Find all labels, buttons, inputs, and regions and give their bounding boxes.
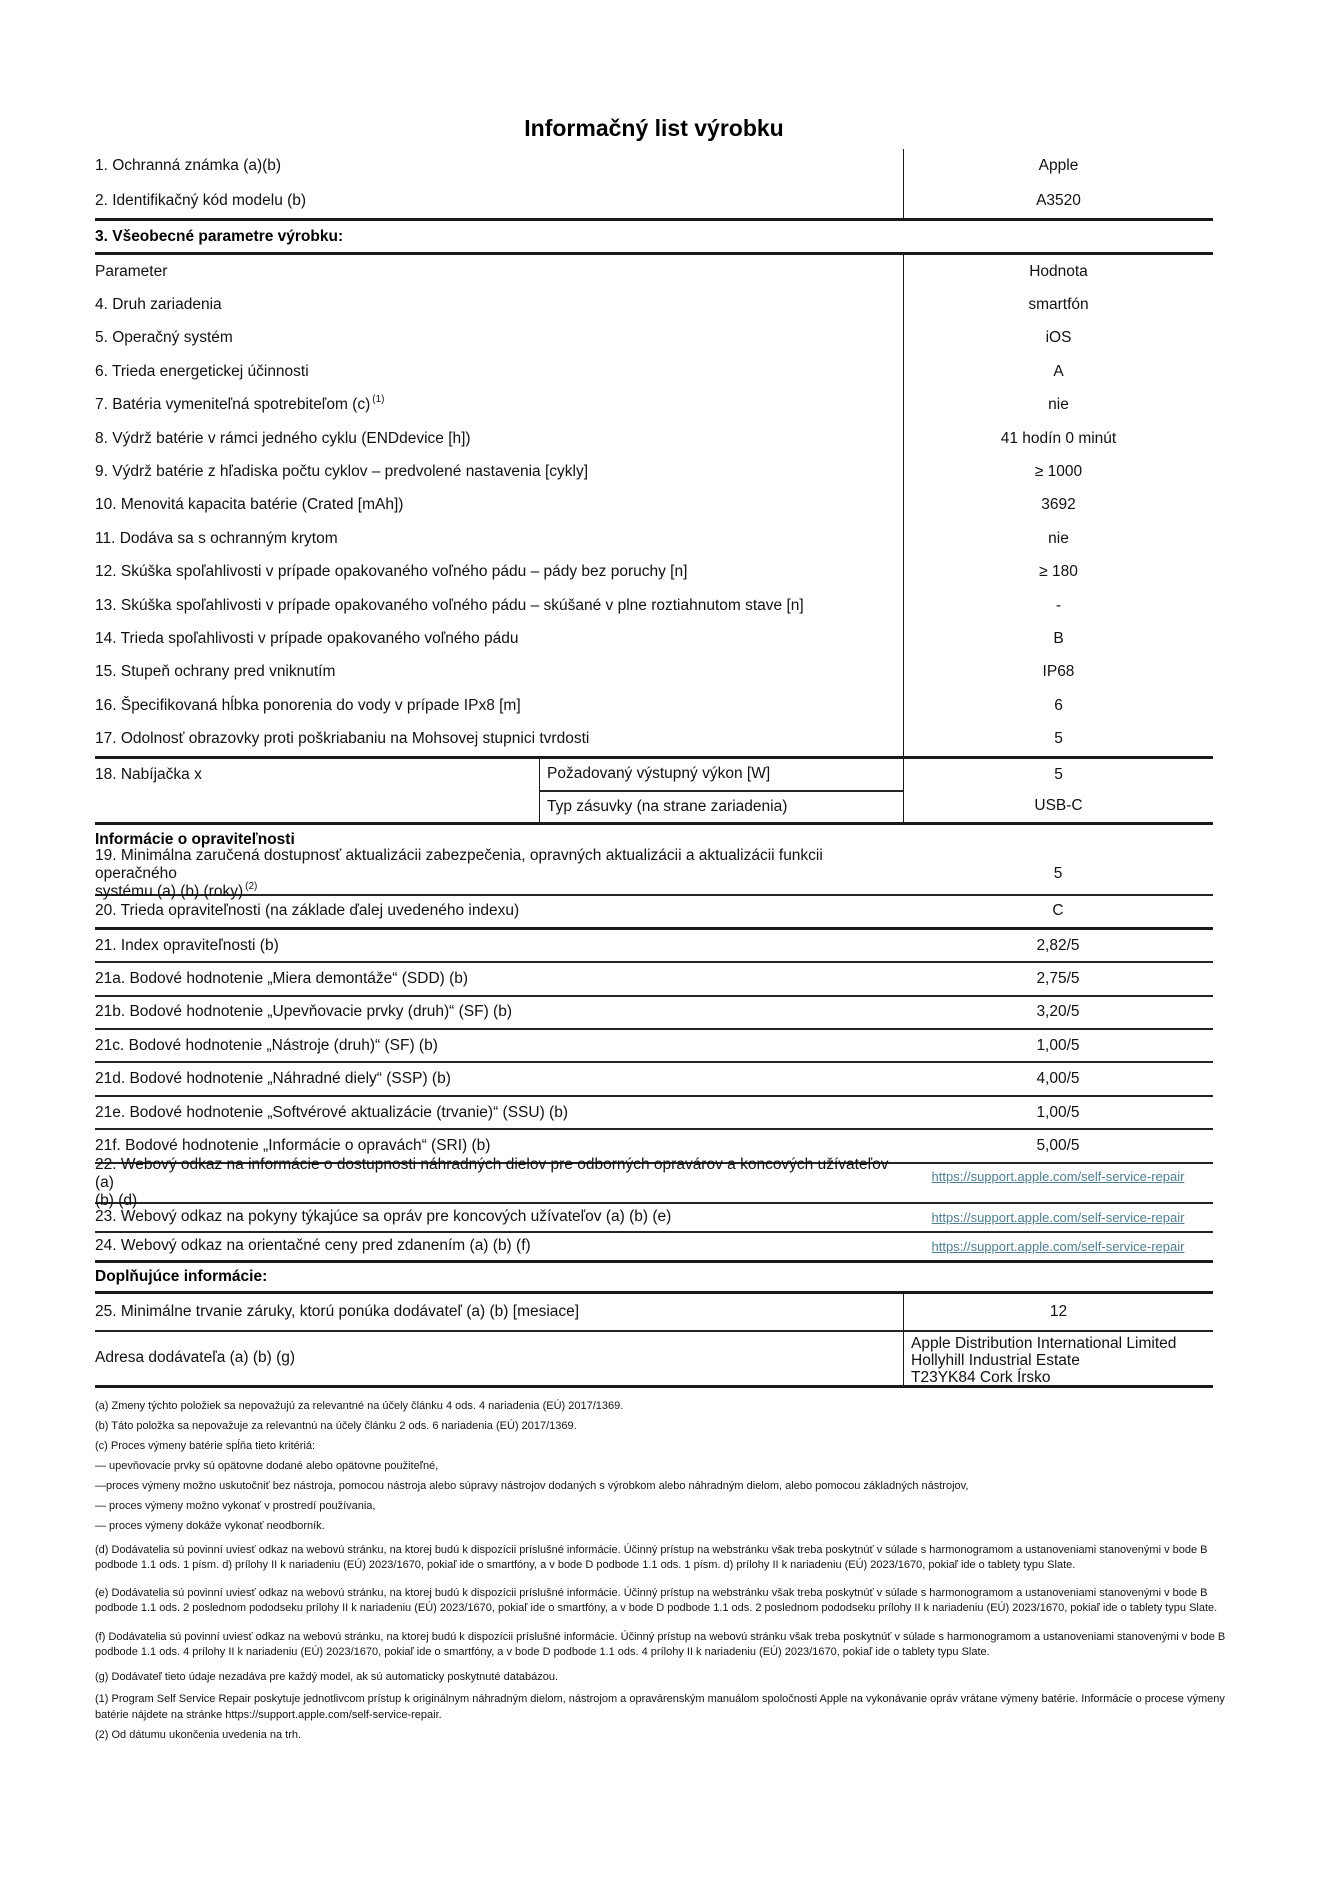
row-label: Požadovaný výstupný výkon [W] (540, 759, 903, 792)
table-row (95, 389, 1213, 422)
footnote-e: (e) Dodávatelia sú povinní uviesť odkaz na webovú stránku, na ktorej budú k dispozícii príslušné informácie. Účinný prístup na webstránku však treba poskytnúť v súlade s harmonogramom a ustanoveniami stanovenými v bode B podbode 1.1 ods. 2 poslednom pododseku prílohy II k nariadeniu (EÚ) 2023/1670, pokiaľ ide o smartfóny, a v bode D podbode 1.1 ods. 2 poslednom pododseku prílohy II k nariadeniu (EÚ) 2023/1670, pokiaľ ide o tablety typu Slate. (95, 1586, 1218, 1615)
table-row (95, 489, 1213, 522)
self-service-repair-link[interactable]: https://support.apple.com/self-service-repair (931, 1209, 1185, 1225)
table-row (95, 1097, 1213, 1130)
footnote-c-item: —proces výmeny možno uskutočniť bez nástroja, pomocou nástroja alebo súpravy nástrojov dodaných s výrobkom alebo náhradným dielom, alebo pomocou základných nástrojov, (95, 1479, 969, 1492)
row-value: 12 (903, 1294, 1213, 1330)
row-label: 16. Špecifikovaná hĺbka ponorenia do vody v prípade IPx8 [m] (95, 696, 521, 714)
row-value: 2,75/5 (1036, 969, 1080, 987)
row-label: 17. Odolnosť obrazovky proti poškriabaniu na Mohsovej stupnici tvrdosti (95, 730, 590, 748)
row-value: IP68 (903, 656, 1213, 689)
footnote-c-item: — proces výmeny možno vykonať v prostredí používania, (95, 1499, 376, 1512)
row-label: 7. Batéria vymeniteľná spotrebiteľom (c) $^{(1)}$ (95, 394, 385, 414)
row-value: nie (903, 389, 1213, 422)
row-label: 21b. Bodové hodnotenie „Upevňovacie prvky (druh)“ (SF) (b) (95, 1003, 512, 1021)
row-value: A (903, 355, 1213, 388)
row-value: 1,00/5 (1036, 1103, 1080, 1121)
row-label: 21d. Bodové hodnotenie „Náhradné diely“ (SSP) (b) (95, 1070, 451, 1088)
table-row (95, 689, 1213, 722)
row-label: 2. Identifikačný kód modelu (b) (95, 191, 307, 209)
repairability-scores-table (95, 930, 1213, 1164)
table-row (95, 288, 1213, 321)
footnote-a: (a) Zmeny týchto položiek sa nepovažujú za relevantné na účely článku 4 ods. 4 nariadenia (EÚ) 2017/1369. (95, 1399, 624, 1412)
table-row (95, 1294, 1213, 1332)
row-label: 6. Trieda energetickej účinnosti (95, 362, 309, 380)
table-row (95, 656, 1213, 689)
row-label: 20. Trieda opraviteľnosti (na základe ďalej uvedeného indexu) (95, 902, 520, 920)
row-value: ≥ 180 (903, 556, 1213, 589)
section-heading-repairability: Informácie o opraviteľnosti (95, 830, 295, 848)
row-value (903, 1204, 1213, 1231)
section-heading-general: 3. Všeobecné parametre výrobku: (95, 221, 1213, 255)
footnote-1: (1) Program Self Service Repair poskytuje jednotlivcom prístup k originálnym náhradným dielom, nástrojom a opravárenským manuálom spoločnosti Apple na vykonávanie opráv vrátane výmeny batérie. Informácie o procese výmeny batérie nájdete na stránke https://support.apple.com/self-service-repair. (95, 1693, 1225, 1721)
row-value: 2,82/5 (1036, 936, 1080, 954)
table-row (95, 1155, 1213, 1209)
row-value: 5 (1053, 865, 1063, 883)
table-row (95, 589, 1213, 622)
row-value: nie (903, 522, 1213, 555)
footnote-c-item: — proces výmeny dokáže vykonať neodborník. (95, 1519, 325, 1532)
row-value: 3692 (903, 489, 1213, 522)
row-label: 18. Nabíjačka x (95, 765, 202, 783)
table-row (95, 997, 1213, 1030)
general-parameters-table (95, 255, 1213, 759)
row-value: B (903, 622, 1213, 655)
row-value: 5 (903, 722, 1213, 755)
identification-table (95, 149, 1213, 221)
footnote-b: (b) Táto položka sa nepovažuje za relevantnú na účely článku 2 ods. 6 nariadenia (EÚ) 2017/1369. (95, 1419, 577, 1432)
row-value (903, 1233, 1213, 1260)
footnote-d: (d) Dodávatelia sú povinní uviesť odkaz na webovú stránku, na ktorej budú k dispozícii príslušné informácie. Účinný prístup na webstránku však treba poskytnúť v súlade s harmonogramom a ustanoveniami stanovenými v bode B podbode 1.1 ods. 1 písm. d) prílohy II k nariadeniu (EÚ) 2023/1670, pokiaľ ide o smartfóny, a v bode D podbode 1.1 ods. 1 písm. d) prílohy II k nariadeniu (EÚ) 2023/1670, pokiaľ ide o tablety typu Slate. (95, 1543, 1208, 1572)
supplier-address-row (95, 1332, 1213, 1388)
row-label: 11. Dodáva sa s ochranným krytom (95, 529, 338, 547)
table-row (95, 1063, 1213, 1096)
row-value: C (1052, 902, 1064, 920)
row-label: 21. Index opraviteľnosti (b) (95, 936, 279, 954)
table-row (95, 422, 1213, 455)
row-label: Adresa dodávateľa (a) (b) (g) (95, 1349, 296, 1367)
footnote-ref: (2) (245, 881, 258, 893)
table-row (95, 622, 1213, 655)
table-row (95, 1030, 1213, 1063)
row-value: USB-C (1034, 797, 1083, 815)
column-header-value: Hodnota (903, 255, 1213, 288)
row-label: 22. Webový odkaz na informácie o dostupnosti náhradných dielov pre odborných opravárov a koncových užívateľov (a) (b) (d) (95, 1155, 889, 1209)
table-row (95, 722, 1213, 755)
row-label: 21a. Bodové hodnotenie „Miera demontáže“ (SDD) (b) (95, 969, 469, 987)
table-row (95, 255, 1213, 288)
table-row (95, 455, 1213, 488)
row-value: 3,20/5 (1036, 1003, 1080, 1021)
row-label: Typ zásuvky (na strane zariadenia) (547, 797, 788, 815)
table-row (95, 149, 1213, 184)
row-value: Apple (903, 149, 1213, 184)
row-value: 5 (1054, 765, 1063, 783)
row-value: 6 (903, 689, 1213, 722)
self-service-repair-link[interactable]: https://support.apple.com/self-service-repair (931, 1238, 1185, 1254)
row-label: 12. Skúška spoľahlivosti v prípade opakovaného voľného pádu – pády bez poruchy [n] (95, 563, 688, 581)
charger-subtable-labels (539, 759, 903, 822)
document-body (95, 0, 1226, 1744)
charger-table (95, 759, 1213, 825)
table-row (95, 1204, 1213, 1233)
row-value: iOS (903, 322, 1213, 355)
table-row (95, 963, 1213, 996)
footnote-2: (2) Od dátumu ukončenia uvedenia na trh. (95, 1729, 302, 1742)
table-row (95, 522, 1213, 555)
table-row (95, 322, 1213, 355)
row-label: 21c. Bodové hodnotenie „Nástroje (druh)“ (SF) (b) (95, 1036, 438, 1054)
footnote-g: (g) Dodávateľ tieto údaje nezadáva pre každý model, ak sú automaticky poskytnuté databázou. (95, 1670, 559, 1683)
table-row (95, 184, 1213, 219)
table-row (95, 847, 1213, 901)
row-label: 9. Výdrž batérie z hľadiska počtu cyklov – predvolené nastavenia [cykly] (95, 463, 589, 481)
footnote-c-item: — upevňovacie prvky sú opätovne dodané alebo opätovne použiteľné, (95, 1459, 439, 1472)
table-row (95, 930, 1213, 963)
row-label: 4. Druh zariadenia (95, 296, 222, 314)
row-value: 5,00/5 (1036, 1136, 1080, 1154)
row-value: A3520 (903, 184, 1213, 219)
row-label: 14. Trieda spoľahlivosti v prípade opakovaného voľného pádu (95, 629, 519, 647)
row-label: 10. Menovitá kapacita batérie (Crated [mAh]) (95, 496, 404, 514)
row-label: 19. Minimálna zaručená dostupnosť aktualizácii zabezpečenia, opravných aktualizácii a aktualizácii funkcii operačného systému (a) (b) (roky) $^{(2)}$ (95, 847, 823, 901)
row-label: 24. Webový odkaz na orientačné ceny pred zdanením (a) (b) (f) (95, 1237, 531, 1255)
row-value: 1,00/5 (1036, 1036, 1080, 1054)
row-label: 25. Minimálne trvanie záruky, ktorú ponúka dodávateľ (a) (b) [mesiace] (95, 1302, 580, 1320)
row-value: 41 hodín 0 minút (903, 422, 1213, 455)
column-header-parameter: Parameter (95, 262, 168, 280)
page-title: Informačný list výrobku (524, 115, 784, 141)
footnote-c: (c) Proces výmeny batérie spĺňa tieto kritériá: (95, 1439, 316, 1452)
table-row (95, 355, 1213, 388)
charger-subtable-values (903, 759, 1213, 822)
row-label: 1. Ochranná známka (a)(b) (95, 157, 282, 175)
row-value: - (903, 589, 1213, 622)
self-service-repair-link[interactable]: https://support.apple.com/self-service-repair (931, 1168, 1185, 1184)
row-label: 13. Skúška spoľahlivosti v prípade opakovaného voľného pádu – skúšané v plne roztiahnutom stave [n] (95, 596, 804, 614)
footnote-f: (f) Dodávatelia sú povinní uviesť odkaz na webovú stránku, na ktorej budú k dispozícii príslušné informácie. Účinný prístup na webovú stránku však treba poskytnúť v súlade s harmonogramom a ustanoveniami stanovenými v bode B podbode 1.1 ods. 4 prílohy II k nariadeniu (EÚ) 2023/1670, pokiaľ ide o smartfóny, a v bode D podbode 1.1 ods. 4 prílohy II k nariadeniu (EÚ) 2023/1670, pokiaľ ide o tablety typu Slate. (95, 1630, 1226, 1659)
row-value: ≥ 1000 (903, 455, 1213, 488)
row-label: 23. Webový odkaz na pokyny týkajúce sa opráv pre koncových užívateľov (a) (b) (e) (95, 1208, 672, 1226)
section-heading-supplementary: Doplňujúce informácie: (95, 1263, 1213, 1294)
row-label: 8. Výdrž batérie v rámci jedného cyklu (ENDdevice [h]) (95, 429, 471, 447)
supplier-address: Apple Distribution International Limited Hollyhill Industrial Estate T23YK84 Cork Írsko (903, 1332, 1213, 1385)
row-label: 15. Stupeň ochrany pred vniknutím (95, 663, 336, 681)
row-value (903, 1164, 1213, 1202)
row-label: 5. Operačný systém (95, 329, 233, 347)
footnotes (95, 1396, 1245, 1744)
row-label: 21f. Bodové hodnotenie „Informácie o opravách“ (SRI) (b) (95, 1136, 491, 1154)
row-value: 4,00/5 (1036, 1070, 1080, 1088)
table-row (95, 556, 1213, 589)
row-label: 21e. Bodové hodnotenie „Softvérové aktualizácie (trvanie)“ (SSU) (b) (95, 1103, 568, 1121)
row-value: smartfón (903, 288, 1213, 321)
footnote-ref: (1) (372, 394, 385, 406)
table-row (95, 1233, 1213, 1263)
